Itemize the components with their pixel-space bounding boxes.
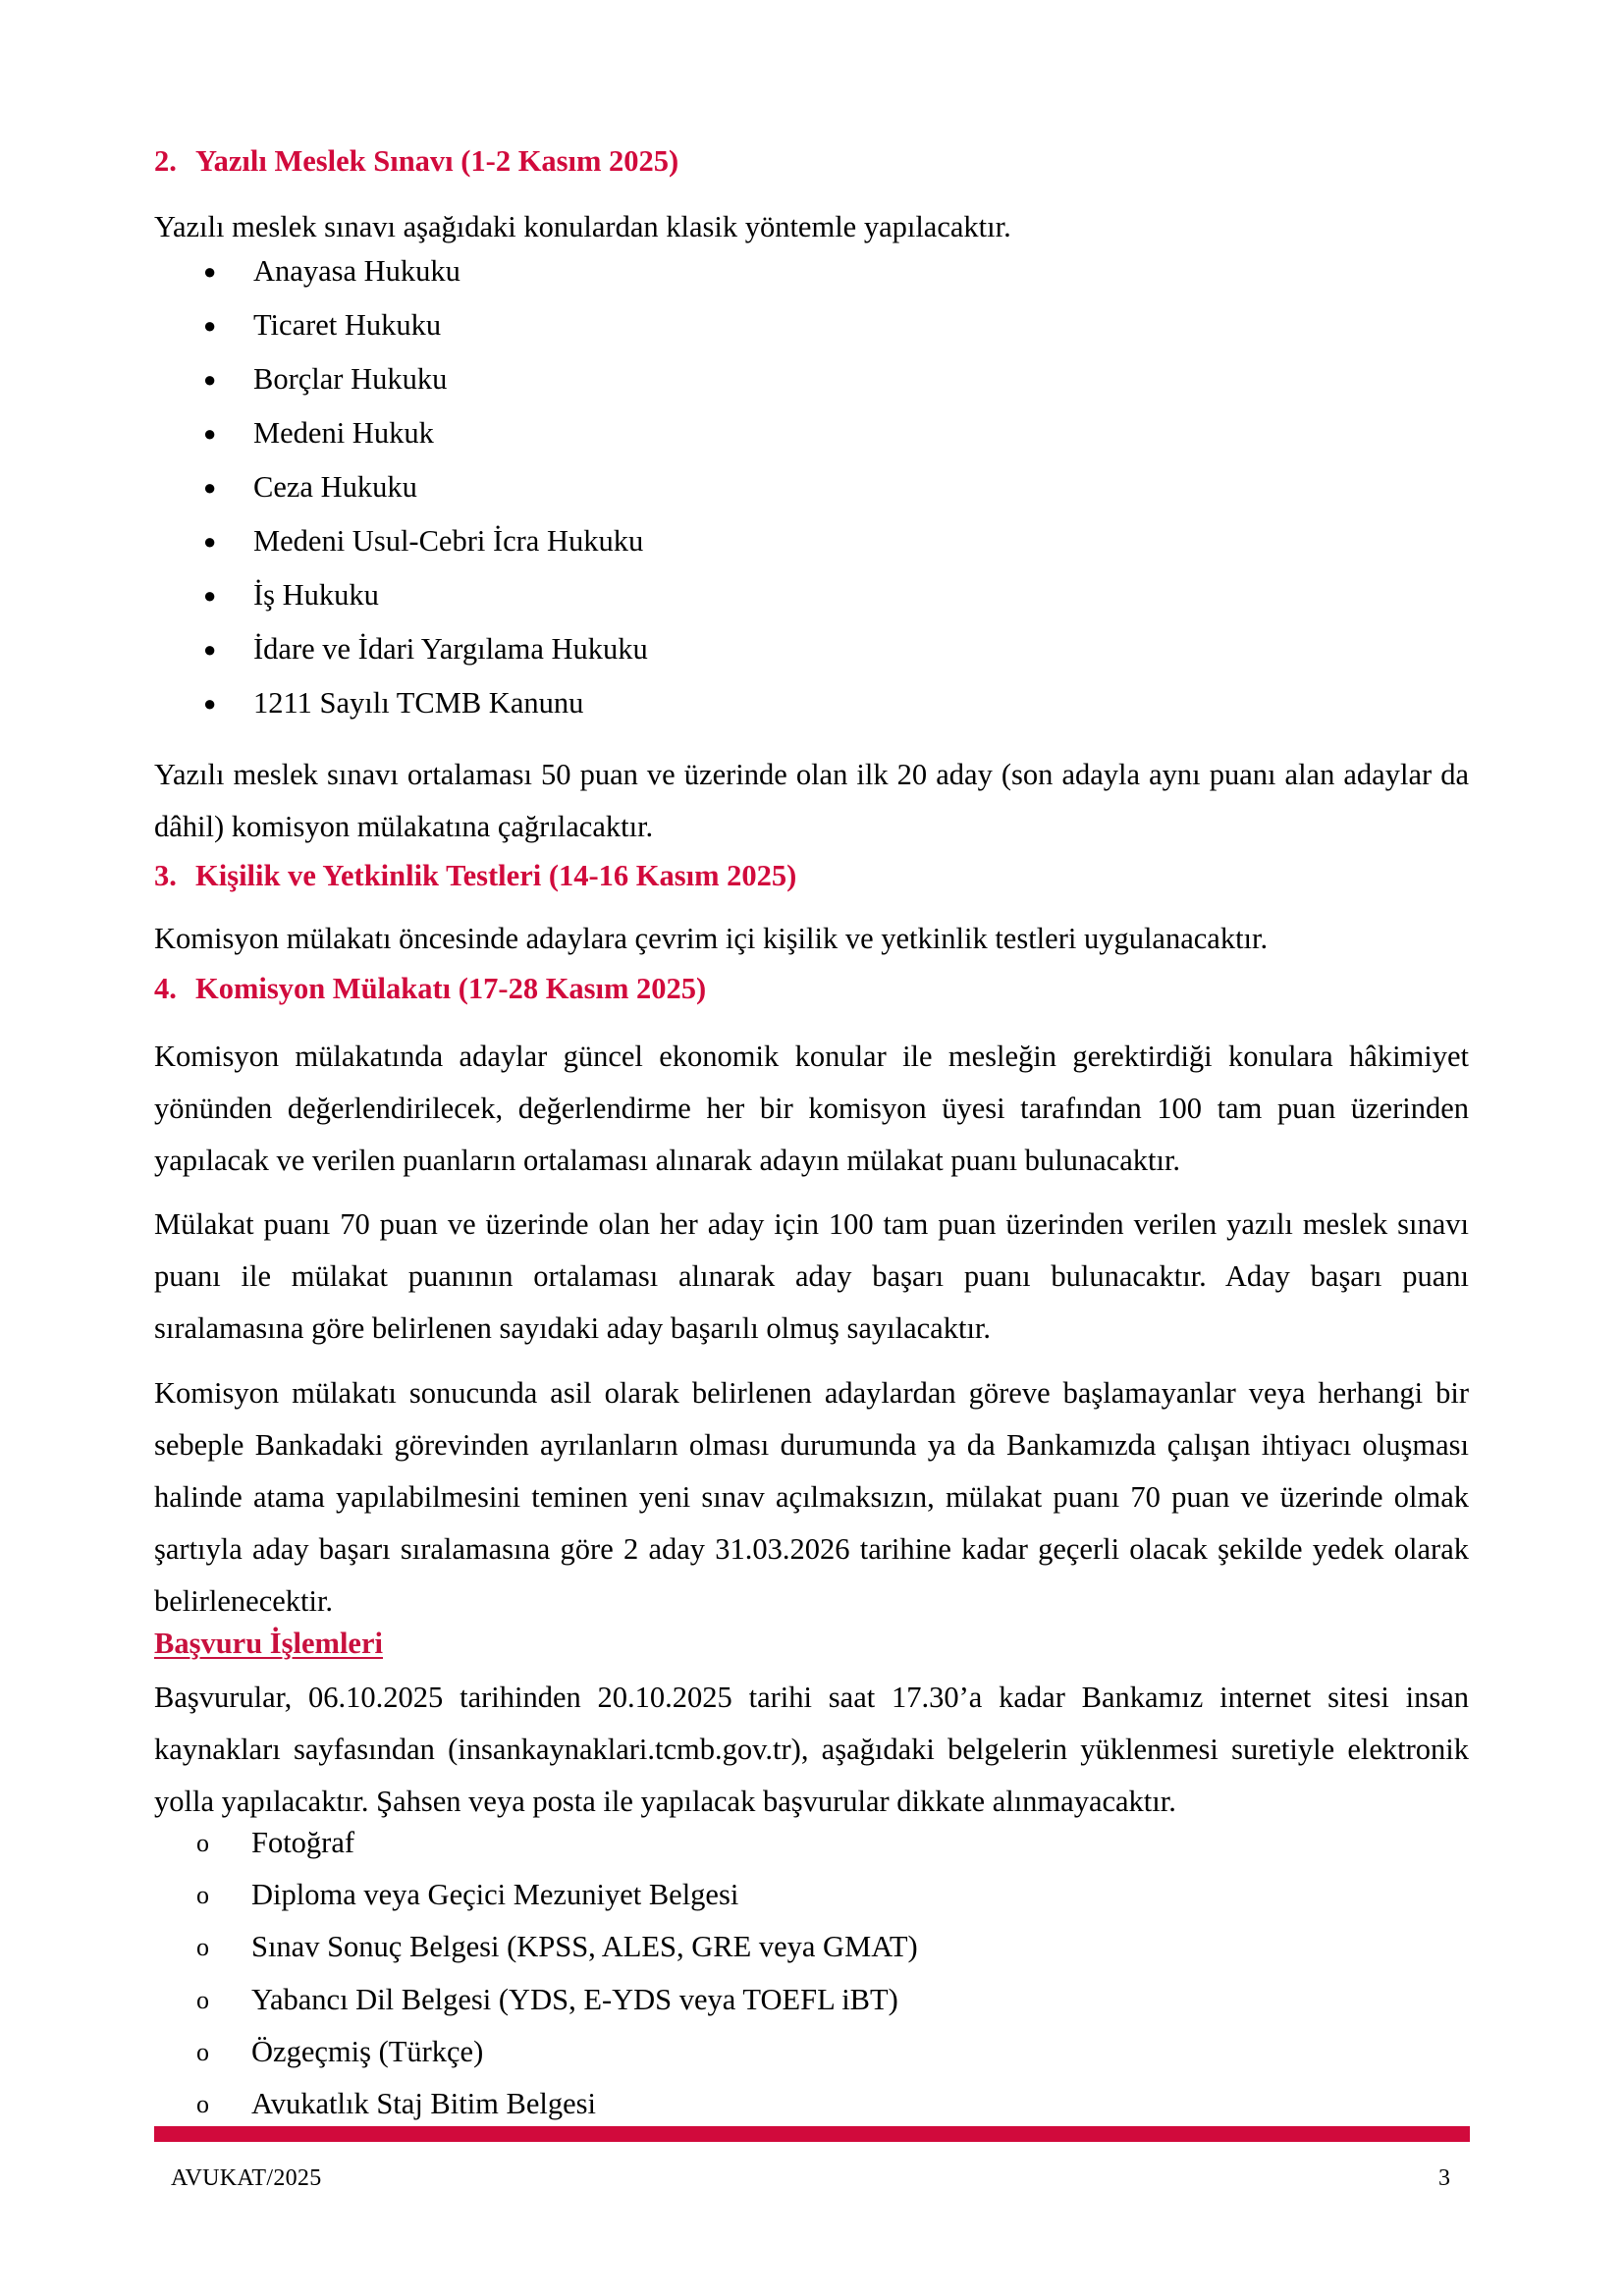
list-item: ● Ticaret Hukuku [253, 298, 648, 352]
bullet-icon: ● [203, 313, 217, 338]
bullet-icon: ● [203, 475, 217, 500]
footer-document-code: AVUKAT/2025 [171, 2165, 322, 2191]
bullet-icon: ● [203, 637, 217, 662]
section-2-note: Yazılı meslek sınavı ortalaması 50 puan ve üzerinde olan ilk 20 aday (son adayla aynı puanı alan adaylar da dâhil) komisyon mülakatına çağrılacaktır. [154, 758, 1469, 843]
circle-bullet-icon: o [196, 1881, 209, 1910]
circle-bullet-icon: o [196, 1933, 209, 1962]
exam-subjects-list [203, 244, 648, 730]
application-text: Başvurular, 06.10.2025 tarihinden 20.10.2025 tarihi saat 17.30’a kadar Bankamız internet sitesi insan kaynakları sayfasından (insankaynaklari.tcmb.gov.tr), aşağıdaki belgelerin yüklenmesi suretiyle elektronik yolla yapılacaktır. Şahsen veya posta ile yapılacak başvurular dikkate alınmayacaktır. [154, 1681, 1469, 1818]
circle-bullet-icon: o [196, 2089, 209, 2118]
list-item: o Sınav Sonuç Belgesi (KPSS, ALES, GRE veya GMAT) [251, 1921, 918, 1973]
section-title: Komisyon Mülakatı (17-28 Kasım 2025) [195, 972, 707, 1005]
bullet-icon: ● [203, 691, 217, 716]
bullet-icon: ● [203, 421, 217, 446]
bullet-icon: ● [203, 583, 217, 608]
section-3-text: Komisyon mülakatı öncesinde adaylara çevrim içi kişilik ve yetkinlik testleri uygulanacaktır. [154, 922, 1269, 955]
list-item: ● İş Hukuku [253, 568, 648, 622]
section-2-intro: Yazılı meslek sınavı aşağıdaki konulardan klasik yöntemle yapılacaktır. [154, 210, 1011, 243]
list-item: o Özgeçmiş (Türkçe) [251, 2026, 918, 2078]
list-item: o Avukatlık Staj Bitim Belgesi [251, 2078, 918, 2130]
bullet-icon: ● [203, 367, 217, 392]
section-4-paragraph-3: Komisyon mülakatı sonucunda asil olarak belirlenen adaylardan göreve başlamayanlar veya herhangi bir sebeple Bankadaki görevinden ayrılanların olması durumunda ya da Bankamızda çalışan ihtiyacı oluşması halinde atama yapılabilmesini teminen yeni sınav açılmaksızın, mülakat puanı 70 puan ve üzerinde olmak şartıyla aday başarı sıralamasına göre 2 aday 31.03.2026 tarihine kadar geçerli olacak şekilde yedek olarak belirlenecektir. [154, 1376, 1469, 1618]
list-item: o Fotoğraf [251, 1817, 918, 1869]
application-heading: Başvuru İşlemleri [154, 1627, 383, 1660]
footer-divider-bar [154, 2126, 1470, 2142]
list-item: ● Borçlar Hukuku [253, 352, 648, 406]
section-number: 3. [154, 859, 177, 892]
list-item: ● Anayasa Hukuku [253, 244, 648, 298]
list-item: ● Ceza Hukuku [253, 460, 648, 514]
circle-bullet-icon: o [196, 2037, 209, 2066]
list-item: ● Medeni Hukuk [253, 406, 648, 460]
section-heading-3 [154, 850, 1469, 902]
section-heading-2 [154, 135, 1469, 187]
list-item: ● 1211 Sayılı TCMB Kanunu [253, 676, 648, 730]
list-item: ● Medeni Usul-Cebri İcra Hukuku [253, 514, 648, 568]
circle-bullet-icon: o [196, 1829, 209, 1857]
section-title: Yazılı Meslek Sınavı (1-2 Kasım 2025) [195, 144, 679, 178]
section-4-paragraph-1: Komisyon mülakatında adaylar güncel ekonomik konular ile mesleğin gerektirdiği konulara hâkimiyet yönünden değerlendirilecek, değerlendirme her bir komisyon üyesi tarafından 100 tam puan üzerinden yapılacak ve verilen puanların ortalaması alınarak adayın mülakat puanı bulunacaktır. [154, 1040, 1469, 1177]
list-item: o Yabancı Dil Belgesi (YDS, E-YDS veya TOEFL iBT) [251, 1974, 918, 2026]
page-number: 3 [1438, 2165, 1450, 2191]
required-documents-list [196, 1817, 918, 2130]
section-4-paragraph-2: Mülakat puanı 70 puan ve üzerinde olan her aday için 100 tam puan üzerinden verilen yazılı meslek sınavı puanı ile mülakat puanının ortalaması alınarak aday başarı puanı bulunacaktır. Aday başarı puanı sıralamasına göre belirlenen sayıdaki aday başarılı olmuş sayılacaktır. [154, 1207, 1469, 1345]
bullet-icon: ● [203, 529, 217, 554]
list-item: ● İdare ve İdari Yargılama Hukuku [253, 622, 648, 676]
section-title: Kişilik ve Yetkinlik Testleri (14-16 Kasım 2025) [195, 859, 797, 892]
circle-bullet-icon: o [196, 1985, 209, 2014]
section-heading-4 [154, 963, 1469, 1015]
bullet-icon: ● [203, 259, 217, 284]
section-number: 4. [154, 972, 177, 1005]
section-number: 2. [154, 144, 177, 178]
list-item: o Diploma veya Geçici Mezuniyet Belgesi [251, 1869, 918, 1921]
